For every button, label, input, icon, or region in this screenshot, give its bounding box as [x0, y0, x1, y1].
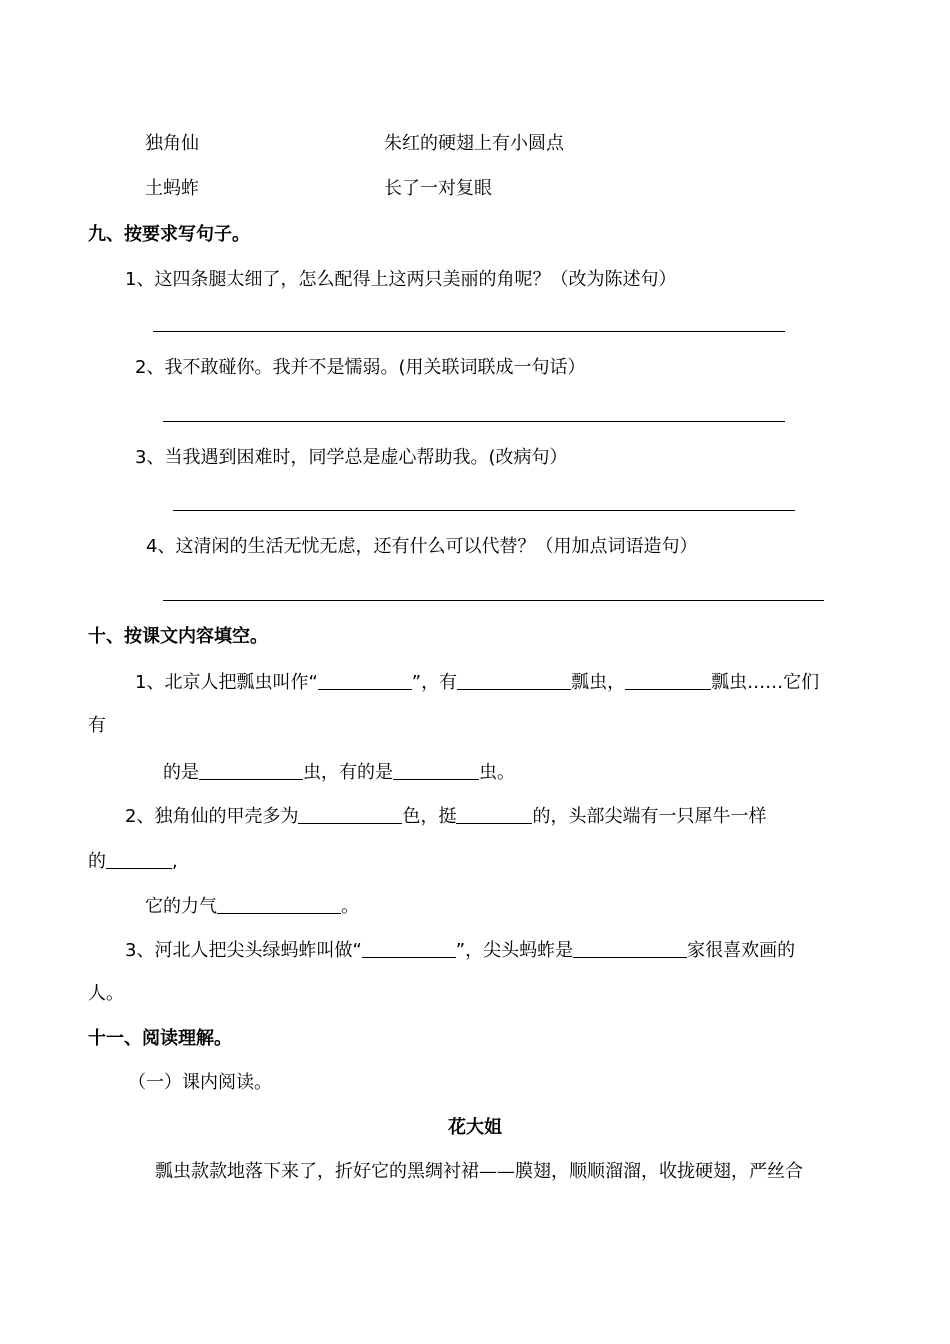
s10-q2-line2: 它的力气 。 — [145, 893, 359, 919]
passage-title: 花大姐 — [448, 1117, 502, 1138]
answer-line-2[interactable] — [163, 421, 785, 422]
section9-title: 九、按要求写句子。 — [88, 224, 250, 245]
blank[interactable] — [457, 669, 571, 690]
section11-title: 十一、阅读理解。 — [88, 1028, 232, 1049]
blank[interactable] — [199, 759, 303, 780]
s10-question-2: 2、独角仙的甲壳多为 色，挺 的，头部尖端有一只犀牛一样 — [125, 803, 766, 829]
s9-question-4: 4、这清闲的生活无忧无虑，还有什么可以代替？（用加点词语造句） — [146, 536, 698, 557]
blank[interactable] — [298, 803, 402, 824]
answer-line-1[interactable] — [153, 331, 785, 332]
s10-q1-line2: 的是 虫，有的是 虫。 — [163, 759, 515, 785]
answer-line-3[interactable] — [173, 510, 795, 511]
match-insect-2: 土蚂蚱 — [145, 178, 199, 199]
s10-q3-wrap: 人。 — [88, 983, 124, 1004]
s10-question-3: 3、河北人把尖头绿蚂蚱叫做“ ”，尖头蚂蚱是 家很喜欢画的 — [125, 937, 795, 963]
match-feature-2: 长了一对复眼 — [384, 178, 492, 199]
blank[interactable] — [456, 803, 532, 824]
s9-question-3: 3、当我遇到困难时，同学总是虚心帮助我。(改病句） — [135, 447, 568, 468]
match-feature-1: 朱红的硬翅上有小圆点 — [384, 133, 564, 154]
blank[interactable] — [362, 937, 456, 958]
s10-question-1: 1、北京人把瓢虫叫作“ ”，有 瓢虫， 瓢虫……它们 — [135, 669, 819, 695]
blank[interactable] — [106, 848, 172, 869]
match-insect-1: 独角仙 — [145, 133, 199, 154]
s10-q1-wrap: 有 — [88, 715, 106, 736]
s9-question-2: 2、我不敢碰你。我并不是懦弱。(用关联词联成一句话） — [135, 357, 586, 378]
blank[interactable] — [625, 669, 711, 690]
blank[interactable] — [393, 759, 479, 780]
s10-q2-wrap: 的 , — [88, 848, 178, 874]
blank[interactable] — [318, 669, 412, 690]
blank[interactable] — [573, 937, 687, 958]
s9-question-1: 1、这四条腿太细了，怎么配得上这两只美丽的角呢？（改为陈述句） — [125, 269, 677, 290]
s11-subtitle: （一）课内阅读。 — [128, 1072, 272, 1093]
section10-title: 十、按课文内容填空。 — [88, 626, 268, 647]
blank[interactable] — [217, 893, 341, 914]
passage-text: 瓢虫款款地落下来了，折好它的黑绸衬裙——膜翅，顺顺溜溜，收拢硬翅，严丝合 — [155, 1161, 803, 1182]
answer-line-4[interactable] — [163, 600, 824, 601]
